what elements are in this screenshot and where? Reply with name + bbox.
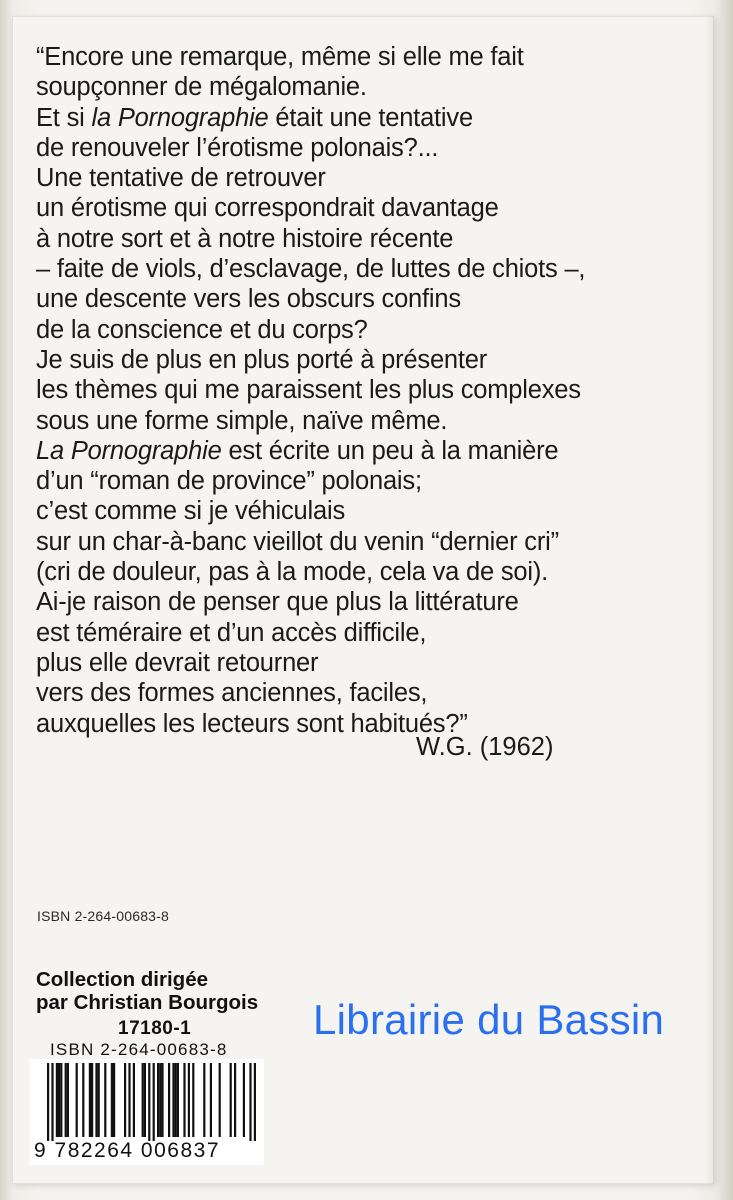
book-title-italic: la Pornographie (91, 103, 269, 132)
barcode-bar (56, 1063, 58, 1137)
barcode-bar (175, 1063, 177, 1137)
barcode-bar (192, 1063, 194, 1137)
quote-line: Et si la Pornographie était une tentative (36, 103, 473, 132)
barcode-bar (89, 1063, 91, 1137)
quote-line: Une tentative de retrouver (36, 164, 326, 193)
barcode-bar (95, 1063, 97, 1137)
quote-line: – faite de viols, d’esclavage, de luttes de chiots –, (36, 255, 586, 284)
quote-line: vers des formes anciennes, faciles, (36, 679, 428, 708)
barcode-bar (76, 1063, 78, 1137)
barcode (30, 1059, 264, 1165)
barcode-bar (91, 1063, 93, 1137)
barcode-bar (168, 1063, 170, 1137)
quote-line: auxquelles les lecteurs sont habitués?” (36, 709, 468, 738)
barcode-bar (113, 1063, 115, 1137)
barcode-bar (51, 1063, 53, 1141)
quote-line: sur un char-à-banc vieillot du venin “dernier cri” (36, 527, 559, 556)
barcode-bar (210, 1063, 212, 1137)
barcode-bar (230, 1063, 232, 1137)
book-title-italic: La Pornographie (36, 436, 222, 465)
barcode-bar (142, 1063, 144, 1137)
quote-line: plus elle devrait retourner (36, 648, 319, 677)
barcode-bar (161, 1063, 163, 1137)
quote-signature: W.G. (1962) (416, 733, 554, 761)
catalog-code: 17180-1 (118, 1018, 192, 1039)
barcode-bar (128, 1063, 130, 1137)
barcode-bar (157, 1063, 159, 1137)
collection-credit (36, 968, 258, 1014)
barcode-bar (249, 1063, 251, 1141)
collection-line: par Christian Bourgois (36, 991, 259, 1014)
barcode-bar (177, 1063, 179, 1137)
quote-line: Ai-je raison de penser que plus la littérature (36, 588, 519, 617)
barcode-bar (65, 1063, 67, 1137)
back-cover-quote (36, 42, 686, 739)
barcode-bar (148, 1063, 150, 1141)
quote-line: Je suis de plus en plus porté à présenter (36, 345, 488, 374)
barcode-bar (144, 1063, 146, 1137)
barcode-bars (30, 1059, 264, 1141)
quote-line: un érotisme qui correspondrait davantage (36, 194, 499, 223)
quote-line: les thèmes qui me paraissent les plus complexes (36, 376, 581, 405)
quote-line: une descente vers les obscurs confins (36, 285, 461, 314)
barcode-bar (58, 1063, 60, 1137)
quote-line: sous une forme simple, naïve même. (36, 406, 448, 435)
barcode-bar (203, 1063, 205, 1137)
barcode-bar (60, 1063, 62, 1137)
quote-line: “Encore une remarque, même si elle me fait (36, 43, 524, 71)
isbn-barcode-label: ISBN 2-264-00683-8 (50, 1040, 228, 1059)
quote-line: c’est comme si je véhiculais (36, 497, 346, 526)
quote-line: La Pornographie est écrite un peu à la manière (36, 436, 559, 465)
barcode-bar (47, 1063, 49, 1141)
barcode-bar (243, 1063, 245, 1137)
quote-line: de la conscience et du corps? (36, 315, 368, 344)
barcode-bar (111, 1063, 113, 1137)
quote-line: à notre sort et à notre histoire récente (36, 224, 454, 253)
quote-line: de renouveler l’érotisme polonais?... (36, 133, 439, 162)
quote-line: d’un “roman de province” polonais; (36, 467, 422, 496)
quote-line: est téméraire et d’un accès difficile, (36, 618, 427, 647)
barcode-digits: 9 782264 006837 (34, 1139, 220, 1162)
barcode-bar (254, 1063, 256, 1141)
barcode-bar (67, 1063, 69, 1137)
barcode-bar (124, 1063, 126, 1137)
barcode-bar (159, 1063, 161, 1137)
isbn-top: ISBN 2-264-00683-8 (37, 908, 170, 924)
seller-watermark: Librairie du Bassin (313, 996, 665, 1043)
barcode-bar (183, 1063, 185, 1137)
quote-line: soupçonner de mégalomanie. (36, 73, 367, 102)
quote-line: (cri de douleur, pas à la mode, cela va de soi). (36, 558, 549, 587)
barcode-bar (153, 1063, 155, 1141)
barcode-bar (133, 1063, 135, 1137)
barcode-bar (82, 1063, 84, 1137)
barcode-bar (172, 1063, 174, 1137)
barcode-bar (98, 1063, 100, 1137)
collection-line: Collection dirigée (36, 968, 208, 991)
barcode-bar (219, 1063, 221, 1137)
barcode-bar (188, 1063, 190, 1137)
barcode-bar (104, 1063, 106, 1137)
barcode-bar (234, 1063, 236, 1137)
